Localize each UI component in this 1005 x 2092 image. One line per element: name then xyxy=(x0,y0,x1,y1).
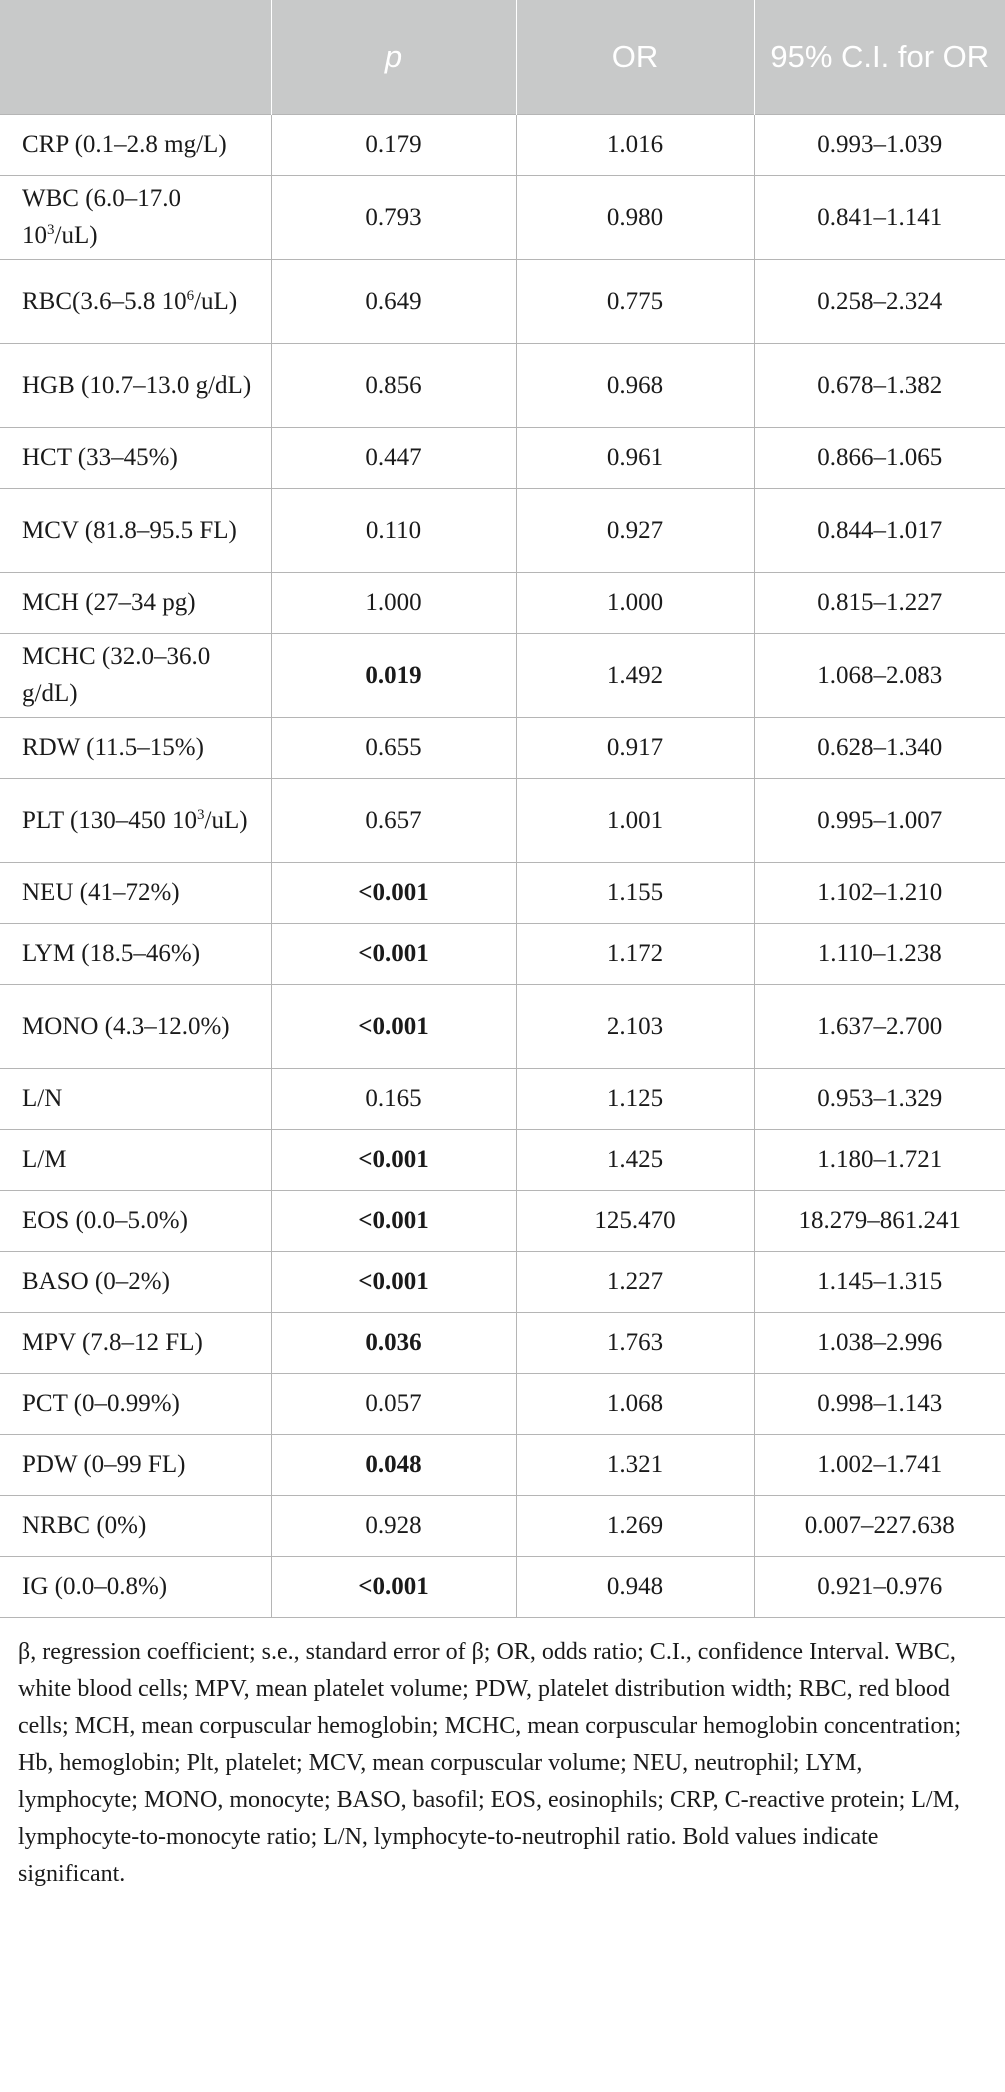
table-row xyxy=(0,1312,1005,1373)
row-label-text: RBC(3.6–5.8 10 xyxy=(22,287,187,315)
table-row xyxy=(0,717,1005,778)
row-label-superscript: 3 xyxy=(47,222,55,238)
confidence-interval-cell: 0.921–0.976 xyxy=(754,1556,1005,1617)
table-row xyxy=(0,1068,1005,1129)
p-value-cell: 0.649 xyxy=(271,259,516,343)
p-value-cell: 0.928 xyxy=(271,1495,516,1556)
confidence-interval-cell: 0.993–1.039 xyxy=(754,114,1005,175)
odds-ratio-cell: 0.917 xyxy=(516,717,754,778)
header-confidence-interval: 95% C.I. for OR xyxy=(754,0,1005,114)
row-label xyxy=(0,778,271,862)
row-label: HGB (10.7–13.0 g/dL) xyxy=(0,343,271,427)
odds-ratio-cell: 1.155 xyxy=(516,862,754,923)
confidence-interval-cell: 0.815–1.227 xyxy=(754,572,1005,633)
p-value-cell: 0.179 xyxy=(271,114,516,175)
p-value-cell: 0.019 xyxy=(271,633,516,717)
odds-ratio-cell: 0.980 xyxy=(516,175,754,259)
row-label: MONO (4.3–12.0%) xyxy=(0,984,271,1068)
p-value-cell: 0.655 xyxy=(271,717,516,778)
table-row xyxy=(0,1434,1005,1495)
odds-ratio-cell: 125.470 xyxy=(516,1190,754,1251)
odds-ratio-cell: 0.927 xyxy=(516,488,754,572)
p-value-cell: <0.001 xyxy=(271,1129,516,1190)
p-value-cell: 0.856 xyxy=(271,343,516,427)
row-label: RDW (11.5–15%) xyxy=(0,717,271,778)
table-row xyxy=(0,1251,1005,1312)
confidence-interval-cell: 1.145–1.315 xyxy=(754,1251,1005,1312)
row-label-text: PLT (130–450 10 xyxy=(22,806,198,834)
p-value-cell: 0.036 xyxy=(271,1312,516,1373)
row-label: L/M xyxy=(0,1129,271,1190)
row-label: CRP (0.1–2.8 mg/L) xyxy=(0,114,271,175)
confidence-interval-cell: 1.180–1.721 xyxy=(754,1129,1005,1190)
odds-ratio-cell: 1.000 xyxy=(516,572,754,633)
row-label-superscript: 3 xyxy=(197,806,205,823)
confidence-interval-cell: 0.953–1.329 xyxy=(754,1068,1005,1129)
table-row xyxy=(0,175,1005,259)
table-footnote: β, regression coefficient; s.e., standard error of β; OR, odds ratio; C.I., confidence Interval. WBC, white blood cells; MPV, mean platelet volume; PDW, platelet distribution width; RBC, red blood cells; MCH, mean corpuscular hemoglobin; MCHC, mean corpuscular hemoglobin concentration; Hb, hemoglobin; Plt, platelet; MCV, mean corpuscular volume; NEU, neutrophil; LYM, lymphocyte; MONO, monocyte; BASO, basofil; EOS, eosinophils; CRP, C-reactive protein; L/M, lymphocyte-to-monocyte ratio; L/N, lymphocyte-to-neutrophil ratio. Bold values indicate significant. xyxy=(18,1638,962,1887)
table-row xyxy=(0,923,1005,984)
confidence-interval-cell: 0.007–227.638 xyxy=(754,1495,1005,1556)
p-value-cell: 0.057 xyxy=(271,1373,516,1434)
confidence-interval-cell: 0.678–1.382 xyxy=(754,343,1005,427)
confidence-interval-cell: 1.068–2.083 xyxy=(754,633,1005,717)
table-header xyxy=(0,0,1005,114)
table-row xyxy=(0,427,1005,488)
confidence-interval-cell: 1.102–1.210 xyxy=(754,862,1005,923)
odds-ratio-cell: 1.016 xyxy=(516,114,754,175)
confidence-interval-cell: 1.038–2.996 xyxy=(754,1312,1005,1373)
table-row xyxy=(0,114,1005,175)
header-odds-ratio: OR xyxy=(516,0,754,114)
row-label-unit: /uL) xyxy=(54,222,98,249)
row-label: MCH (27–34 pg) xyxy=(0,572,271,633)
table-row xyxy=(0,572,1005,633)
table-row xyxy=(0,1556,1005,1617)
p-value-cell: 0.165 xyxy=(271,1068,516,1129)
header-p-value: p xyxy=(271,0,516,114)
table-row xyxy=(0,259,1005,343)
odds-ratio-cell: 1.321 xyxy=(516,1434,754,1495)
row-label: HCT (33–45%) xyxy=(0,427,271,488)
table-row xyxy=(0,778,1005,862)
odds-ratio-cell: 1.763 xyxy=(516,1312,754,1373)
row-label xyxy=(0,175,271,259)
row-label: NEU (41–72%) xyxy=(0,862,271,923)
confidence-interval-cell: 0.866–1.065 xyxy=(754,427,1005,488)
p-value-cell: <0.001 xyxy=(271,923,516,984)
p-value-cell: <0.001 xyxy=(271,862,516,923)
row-label: IG (0.0–0.8%) xyxy=(0,1556,271,1617)
table-row xyxy=(0,1190,1005,1251)
odds-ratio-cell: 1.001 xyxy=(516,778,754,862)
table-row xyxy=(0,1129,1005,1190)
table-row xyxy=(0,343,1005,427)
row-label: MPV (7.8–12 FL) xyxy=(0,1312,271,1373)
row-label: L/N xyxy=(0,1068,271,1129)
confidence-interval-cell: 1.002–1.741 xyxy=(754,1434,1005,1495)
confidence-interval-cell: 1.110–1.238 xyxy=(754,923,1005,984)
odds-ratio-cell: 0.775 xyxy=(516,259,754,343)
odds-ratio-cell: 1.269 xyxy=(516,1495,754,1556)
header-variable xyxy=(0,0,271,114)
p-value-cell: 0.110 xyxy=(271,488,516,572)
confidence-interval-cell: 0.998–1.143 xyxy=(754,1373,1005,1434)
table-body xyxy=(0,114,1005,1617)
p-value-cell: <0.001 xyxy=(271,1556,516,1617)
p-value-cell: 0.048 xyxy=(271,1434,516,1495)
odds-ratio-cell: 0.961 xyxy=(516,427,754,488)
p-value-cell: 0.793 xyxy=(271,175,516,259)
confidence-interval-cell: 0.628–1.340 xyxy=(754,717,1005,778)
confidence-interval-cell: 0.995–1.007 xyxy=(754,778,1005,862)
odds-ratio-cell: 0.948 xyxy=(516,1556,754,1617)
row-label: PDW (0–99 FL) xyxy=(0,1434,271,1495)
header-row xyxy=(0,0,1005,114)
p-value-cell: <0.001 xyxy=(271,984,516,1068)
odds-ratio-cell: 1.492 xyxy=(516,633,754,717)
row-label-unit: /uL) xyxy=(194,287,238,315)
odds-ratio-cell: 1.068 xyxy=(516,1373,754,1434)
table-row xyxy=(0,862,1005,923)
confidence-interval-cell: 0.841–1.141 xyxy=(754,175,1005,259)
table-row xyxy=(0,633,1005,717)
row-label-unit: /uL) xyxy=(204,806,248,834)
table-row xyxy=(0,984,1005,1068)
p-value-cell: 1.000 xyxy=(271,572,516,633)
table-row xyxy=(0,1495,1005,1556)
row-label: MCHC (32.0–36.0 g/dL) xyxy=(0,633,271,717)
row-label: NRBC (0%) xyxy=(0,1495,271,1556)
confidence-interval-cell: 1.637–2.700 xyxy=(754,984,1005,1068)
odds-ratio-cell: 1.172 xyxy=(516,923,754,984)
row-label-superscript: 6 xyxy=(186,287,195,304)
row-label: MCV (81.8–95.5 FL) xyxy=(0,488,271,572)
p-value-cell: 0.657 xyxy=(271,778,516,862)
p-value-cell: 0.447 xyxy=(271,427,516,488)
row-label: EOS (0.0–5.0%) xyxy=(0,1190,271,1251)
odds-ratio-cell: 1.125 xyxy=(516,1068,754,1129)
confidence-interval-cell: 18.279–861.241 xyxy=(754,1190,1005,1251)
confidence-interval-cell: 0.844–1.017 xyxy=(754,488,1005,572)
odds-ratio-cell: 0.968 xyxy=(516,343,754,427)
p-value-cell: <0.001 xyxy=(271,1190,516,1251)
table-row xyxy=(0,1373,1005,1434)
row-label-text: WBC (6.0–17.0 10 xyxy=(22,185,182,249)
odds-ratio-cell: 2.103 xyxy=(516,984,754,1068)
odds-ratio-cell: 1.425 xyxy=(516,1129,754,1190)
p-value-cell: <0.001 xyxy=(271,1251,516,1312)
row-label: LYM (18.5–46%) xyxy=(0,923,271,984)
row-label: PCT (0–0.99%) xyxy=(0,1373,271,1434)
confidence-interval-cell: 0.258–2.324 xyxy=(754,259,1005,343)
row-label xyxy=(0,259,271,343)
table-row xyxy=(0,488,1005,572)
row-label: BASO (0–2%) xyxy=(0,1251,271,1312)
odds-ratio-cell: 1.227 xyxy=(516,1251,754,1312)
